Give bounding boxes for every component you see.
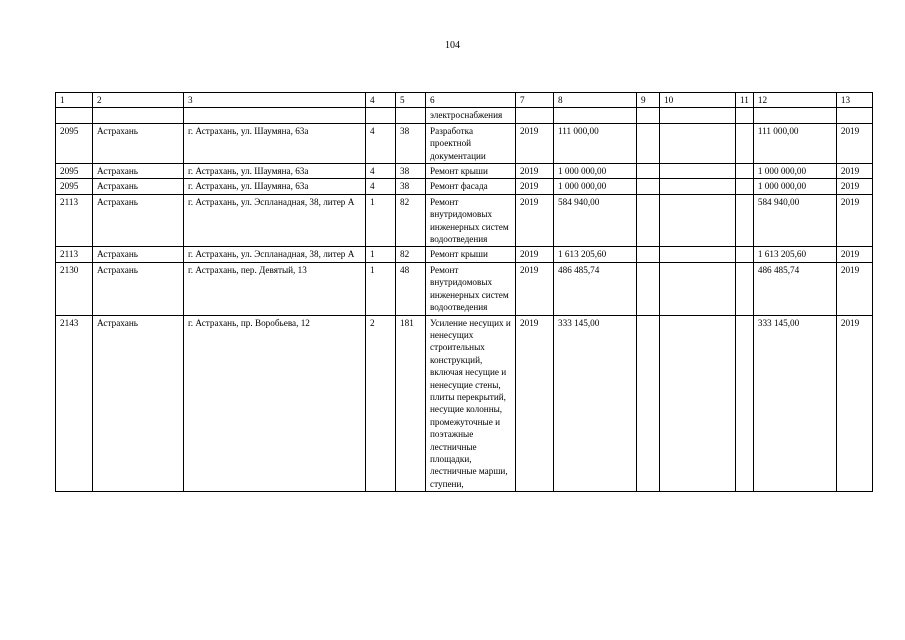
object-id-cell: 2113 <box>56 247 93 262</box>
total-cell: 584 940,00 <box>753 194 836 247</box>
col10-cell <box>660 179 736 194</box>
col9-cell <box>637 262 660 315</box>
col10-cell <box>660 262 736 315</box>
col4-cell: 4 <box>366 164 396 179</box>
work-type-cell: электроснабжения <box>426 108 516 123</box>
object-id-cell: 2095 <box>56 179 93 194</box>
total-cell: 111 000,00 <box>753 123 836 163</box>
cell <box>366 108 396 123</box>
city-cell: Астрахань <box>93 179 184 194</box>
col10-cell <box>660 164 736 179</box>
table-row <box>56 179 873 194</box>
cost-cell: 584 940,00 <box>554 194 637 247</box>
col11-cell <box>736 164 754 179</box>
col5-cell: 48 <box>396 262 426 315</box>
col9-cell <box>637 315 660 492</box>
end-year-cell: 2019 <box>836 164 872 179</box>
cell <box>660 108 736 123</box>
address-cell: г. Астрахань, ул. Шаумяна, 63а <box>184 164 366 179</box>
city-cell: Астрахань <box>93 262 184 315</box>
year-cell: 2019 <box>516 315 554 492</box>
end-year-cell: 2019 <box>836 315 872 492</box>
cost-cell: 1 000 000,00 <box>554 179 637 194</box>
cell <box>56 108 93 123</box>
cell <box>637 108 660 123</box>
header-cell: 3 <box>184 93 366 108</box>
total-cell: 1 000 000,00 <box>753 179 836 194</box>
table-row <box>56 164 873 179</box>
cell <box>753 108 836 123</box>
col9-cell <box>637 164 660 179</box>
city-cell: Астрахань <box>93 123 184 163</box>
table-row <box>56 262 873 315</box>
col5-cell: 82 <box>396 247 426 262</box>
cell <box>396 108 426 123</box>
table-row <box>56 315 873 492</box>
col4-cell: 1 <box>366 262 396 315</box>
address-cell: г. Астрахань, пр. Воробьева, 12 <box>184 315 366 492</box>
cost-cell: 1 000 000,00 <box>554 164 637 179</box>
page-number: 104 <box>445 40 460 51</box>
cell <box>736 108 754 123</box>
total-cell: 486 485,74 <box>753 262 836 315</box>
work-type-cell: Ремонт фасада <box>426 179 516 194</box>
col4-cell: 1 <box>366 194 396 247</box>
address-cell: г. Астрахань, ул. Шаумяна, 63а <box>184 123 366 163</box>
col9-cell <box>637 123 660 163</box>
cost-cell: 1 613 205,60 <box>554 247 637 262</box>
col4-cell: 4 <box>366 179 396 194</box>
col5-cell: 82 <box>396 194 426 247</box>
col4-cell: 4 <box>366 123 396 163</box>
table-row <box>56 247 873 262</box>
header-cell: 9 <box>637 93 660 108</box>
object-id-cell: 2095 <box>56 123 93 163</box>
total-cell: 333 145,00 <box>753 315 836 492</box>
work-type-cell: Ремонт крыши <box>426 164 516 179</box>
header-cell: 13 <box>836 93 872 108</box>
col10-cell <box>660 315 736 492</box>
cost-cell: 111 000,00 <box>554 123 637 163</box>
object-id-cell: 2143 <box>56 315 93 492</box>
header-cell: 11 <box>736 93 754 108</box>
col5-cell: 38 <box>396 164 426 179</box>
address-cell: г. Астрахань, пер. Девятый, 13 <box>184 262 366 315</box>
end-year-cell: 2019 <box>836 179 872 194</box>
header-cell: 5 <box>396 93 426 108</box>
total-cell: 1 000 000,00 <box>753 164 836 179</box>
col4-cell: 1 <box>366 247 396 262</box>
cell <box>554 108 637 123</box>
col11-cell <box>736 194 754 247</box>
header-cell: 2 <box>93 93 184 108</box>
object-id-cell: 2095 <box>56 164 93 179</box>
header-cell: 8 <box>554 93 637 108</box>
work-type-cell: Усиление несущих и ненесущих строительных конструкций, включая несущие и ненесущие стены, плиты перекрытий, несущие колонны, промежуточные и поэтажные лестничные площадки, лестничные марши, ступени, <box>426 315 516 492</box>
col11-cell <box>736 179 754 194</box>
cost-cell: 486 485,74 <box>554 262 637 315</box>
end-year-cell: 2019 <box>836 123 872 163</box>
col4-cell: 2 <box>366 315 396 492</box>
col10-cell <box>660 123 736 163</box>
year-cell: 2019 <box>516 123 554 163</box>
col11-cell <box>736 315 754 492</box>
end-year-cell: 2019 <box>836 194 872 247</box>
cell <box>836 108 872 123</box>
col9-cell <box>637 179 660 194</box>
header-cell: 12 <box>753 93 836 108</box>
end-year-cell: 2019 <box>836 262 872 315</box>
work-type-cell: Разработка проектной документации <box>426 123 516 163</box>
city-cell: Астрахань <box>93 194 184 247</box>
address-cell: г. Астрахань, ул. Эспланадная, 38, литер А <box>184 194 366 247</box>
header-cell: 4 <box>366 93 396 108</box>
year-cell: 2019 <box>516 262 554 315</box>
col9-cell <box>637 247 660 262</box>
work-type-cell: Ремонт внутридомовых инженерных систем водоотведения <box>426 194 516 247</box>
year-cell: 2019 <box>516 164 554 179</box>
object-id-cell: 2113 <box>56 194 93 247</box>
col11-cell <box>736 247 754 262</box>
cell <box>184 108 366 123</box>
col9-cell <box>637 194 660 247</box>
year-cell: 2019 <box>516 179 554 194</box>
total-cell: 1 613 205,60 <box>753 247 836 262</box>
work-type-cell: Ремонт внутридомовых инженерных систем водоотведения <box>426 262 516 315</box>
capital-repair-table <box>55 92 873 492</box>
col11-cell <box>736 262 754 315</box>
col5-cell: 38 <box>396 179 426 194</box>
end-year-cell: 2019 <box>836 247 872 262</box>
continuation-row <box>56 108 873 123</box>
address-cell: г. Астрахань, ул. Эспланадная, 38, литер А <box>184 247 366 262</box>
table-row <box>56 194 873 247</box>
col11-cell <box>736 123 754 163</box>
col10-cell <box>660 194 736 247</box>
address-cell: г. Астрахань, ул. Шаумяна, 63а <box>184 179 366 194</box>
cost-cell: 333 145,00 <box>554 315 637 492</box>
table-row <box>56 123 873 163</box>
col5-cell: 38 <box>396 123 426 163</box>
header-cell: 6 <box>426 93 516 108</box>
cell <box>516 108 554 123</box>
cell <box>93 108 184 123</box>
header-row <box>56 93 873 108</box>
header-cell: 1 <box>56 93 93 108</box>
city-cell: Астрахань <box>93 164 184 179</box>
work-type-cell: Ремонт крыши <box>426 247 516 262</box>
city-cell: Астрахань <box>93 247 184 262</box>
city-cell: Астрахань <box>93 315 184 492</box>
year-cell: 2019 <box>516 194 554 247</box>
year-cell: 2019 <box>516 247 554 262</box>
object-id-cell: 2130 <box>56 262 93 315</box>
header-cell: 10 <box>660 93 736 108</box>
col5-cell: 181 <box>396 315 426 492</box>
header-cell: 7 <box>516 93 554 108</box>
col10-cell <box>660 247 736 262</box>
